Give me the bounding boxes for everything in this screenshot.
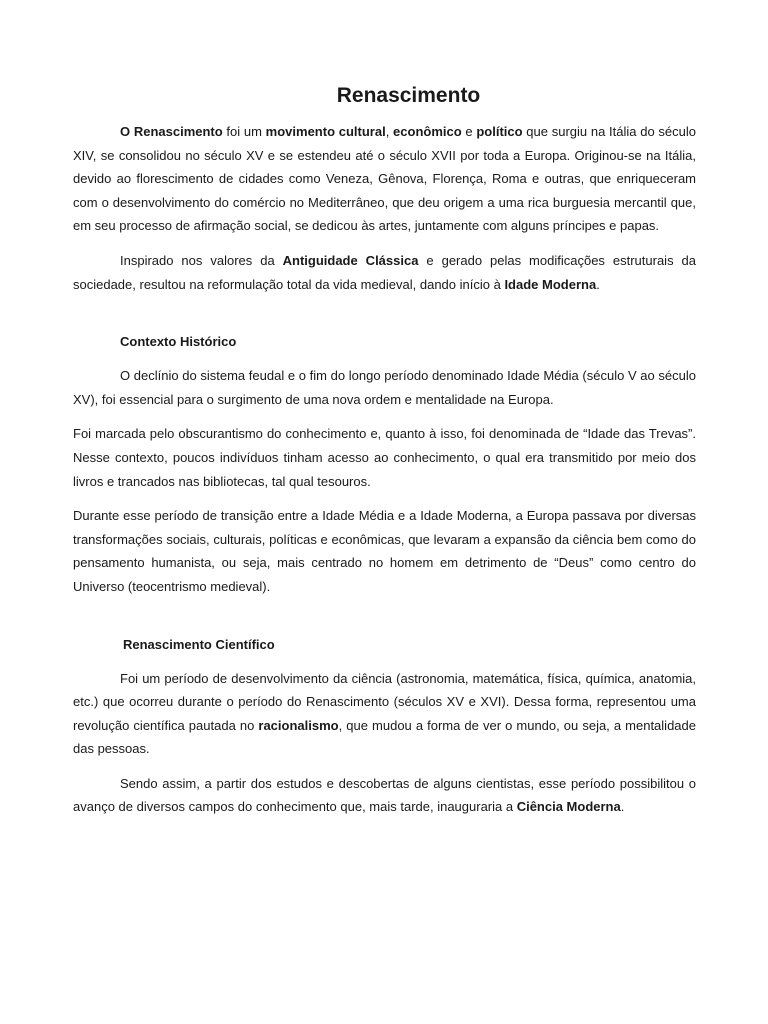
intro-paragraph-2 [73, 249, 696, 296]
text-run: Inspirado nos valores da [120, 252, 283, 268]
text-run: , que mudou a forma de ver o mundo, ou seja, a mentalidade das pessoas. [73, 717, 696, 757]
document-page [73, 80, 696, 830]
bold-term: político [476, 124, 523, 139]
bold-term: O Renascimento [120, 124, 223, 139]
contexto-paragraph-3: Durante esse período de transição entre a Idade Média e a Idade Moderna, a Europa passava por diversas transformações sociais, culturais, políticas e econômicas, que levaram a expansão da ciência bem como do pensamento humanista, ou seja, mais centrado no homem em detrimento de “Deus” como centro do Universo (teocentrismo medieval). [73, 508, 696, 594]
cientifico-paragraph-2 [73, 772, 696, 819]
document-title: Renascimento [336, 84, 481, 107]
text-run: Sendo assim, a partir dos estudos e descobertas de alguns cientistas, esse período possibilitou o avanço de diversos campos do conhecimento que, mais tarde, inauguraria a [73, 775, 696, 815]
text-run: , [385, 124, 394, 139]
text-run: . [596, 276, 600, 292]
contexto-paragraph-1: O declínio do sistema feudal e o fim do longo período denominado Idade Média (século V ao século XV), foi essencial para o surgimento de uma nova ordem e mentalidade na Europa. [73, 368, 696, 407]
text-run: Foi um período de desenvolvimento da ciência (astronomia, matemática, física, química, anatomia, etc.) que ocorreu durante o período do Renascimento (séculos XV e XVI). Dessa forma, representou uma revolução científica pautada no [73, 670, 696, 733]
bold-term: racionalismo [258, 717, 339, 733]
bold-term: econômico [393, 124, 462, 139]
section-heading-contexto: Contexto Histórico [120, 334, 237, 350]
bold-term: Ciência Moderna [516, 799, 621, 815]
bold-term: Idade Moderna [504, 276, 597, 292]
text-run: que surgiu na Itália do século XIV, se consolidou no século XV e se estendeu até o século XVII por toda a Europa. Originou-se na Itália, devido ao florescimento de cidades como Veneza, Gênova, Florença, Roma e outras, que enriqueceram com o desenvolvimento do comércio no Mediterrâneo, que deu origem a uma rica burguesia mercantil que, em seu processo de afirmação social, se dedicou às artes, juntamente com alguns príncipes e papas. [73, 124, 696, 234]
bold-term: Antiguidade Clássica [282, 252, 419, 268]
section-heading-cientifico: Renascimento Científico [123, 636, 275, 652]
text-run: e gerado pelas modificações estruturais da sociedade, resultou na reformulação total da vida medieval, dando início à [73, 252, 696, 292]
intro-paragraph-1 [73, 120, 696, 238]
text-run: . [620, 799, 625, 815]
bold-term: movimento cultural [265, 124, 386, 139]
text-run: e [461, 124, 477, 139]
cientifico-paragraph-1 [73, 667, 696, 761]
text-run: foi um [222, 124, 266, 139]
contexto-paragraph-2: Foi marcada pelo obscurantismo do conhecimento e, quanto à isso, foi denominada de “Idade das Trevas”. Nesse contexto, poucos indivíduos tinham acesso ao conhecimento, o qual era transmitido por meio dos livros e trancados nas bibliotecas, tal qual tesouros. [73, 426, 696, 489]
